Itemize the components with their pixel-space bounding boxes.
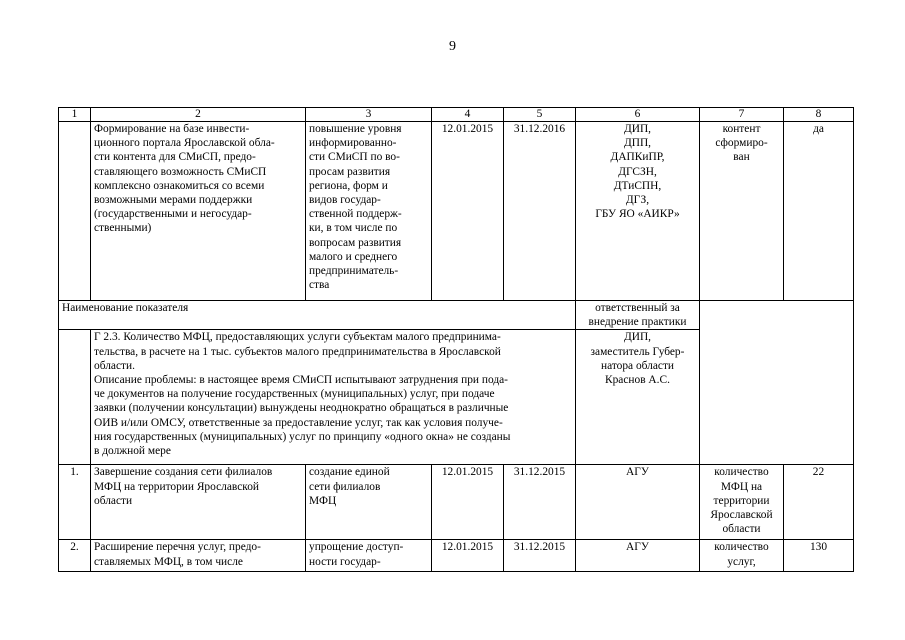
activity-cell: Формирование на базе инвести- ционного портала Ярославской обла- сти контента для СМиСП, предо- ставляющего возможность СМиСП комплексно ознакомиться со всеми возможными мерами поддержки (государственными и негосудар- ственными) (91, 122, 306, 301)
empty-cell (700, 301, 854, 465)
indicator-cell: количество услуг, (700, 540, 784, 572)
start-date-cell: 12.01.2015 (432, 465, 504, 540)
table-row (59, 465, 854, 540)
start-date-cell: 12.01.2015 (432, 540, 504, 572)
result-cell: упрощение доступ- ности государ- (306, 540, 432, 572)
value-cell: да (784, 122, 854, 301)
header-cell: 5 (504, 108, 576, 122)
value-cell: 130 (784, 540, 854, 572)
header-cell: 1 (59, 108, 91, 122)
end-date-cell: 31.12.2016 (504, 122, 576, 301)
activity-cell: Расширение перечня услуг, предо- ставляемых МФЦ, в том числе (91, 540, 306, 572)
end-date-cell: 31.12.2015 (504, 540, 576, 572)
result-cell: создание единой сети филиалов МФЦ (306, 465, 432, 540)
row-number (59, 122, 91, 301)
practice-responsible-label: ответственный за внедрение практики (576, 301, 700, 330)
empty-cell (59, 330, 91, 465)
header-cell: 3 (306, 108, 432, 122)
row-number: 1. (59, 465, 91, 540)
table-row (59, 540, 854, 572)
header-cell: 7 (700, 108, 784, 122)
responsible-cell: ДИП, ДПП, ДАПКиПР, ДГСЗН, ДТиСПН, ДГЗ, ГБУ ЯО «АИКР» (576, 122, 700, 301)
indicator-responsible: ДИП, заместитель Губер- натора области Краснов А.С. (576, 330, 700, 465)
indicator-cell: контент сформиро- ван (700, 122, 784, 301)
table-row (59, 122, 854, 301)
indicator-cell: количество МФЦ на территории Ярославской области (700, 465, 784, 540)
indicator-name-label: Наименование показателя (59, 301, 576, 330)
value-cell: 22 (784, 465, 854, 540)
header-cell: 6 (576, 108, 700, 122)
page-number: 9 (449, 39, 456, 54)
responsible-cell: АГУ (576, 540, 700, 572)
activity-cell: Завершение создания сети филиалов МФЦ на территории Ярославской области (91, 465, 306, 540)
measures-table (58, 107, 854, 572)
result-cell: повышение уровня информированно- сти СМиСП по во- просам развития региона, форм и видов государ- ственной поддерж- ки, в том числе по вопросам развития малого и среднего предприниматель- ства (306, 122, 432, 301)
indicator-description: Г 2.3. Количество МФЦ, предоставляющих услуги субъектам малого предпринима- тельства, в расчете на 1 тыс. субъектов малого предпринимательства в Ярославской области. Описание проблемы: в настоящее время СМиСП испытывают затруднения при пода- че документов на получение государственных (муниципальных) услуг, при подаче заявки (получении консультации) вынуждены неоднократно обращаться в различные ОИВ и/или ОМСУ, ответственные за предоставление услуг, так как условия получе- ния государственных (муниципальных) услуг по принципу «одного окна» не созданы в должной мере (91, 330, 576, 465)
header-row (59, 108, 854, 122)
header-cell: 8 (784, 108, 854, 122)
row-number: 2. (59, 540, 91, 572)
header-cell: 4 (432, 108, 504, 122)
header-cell: 2 (91, 108, 306, 122)
start-date-cell: 12.01.2015 (432, 122, 504, 301)
end-date-cell: 31.12.2015 (504, 465, 576, 540)
responsible-cell: АГУ (576, 465, 700, 540)
indicator-header-row (59, 301, 854, 330)
